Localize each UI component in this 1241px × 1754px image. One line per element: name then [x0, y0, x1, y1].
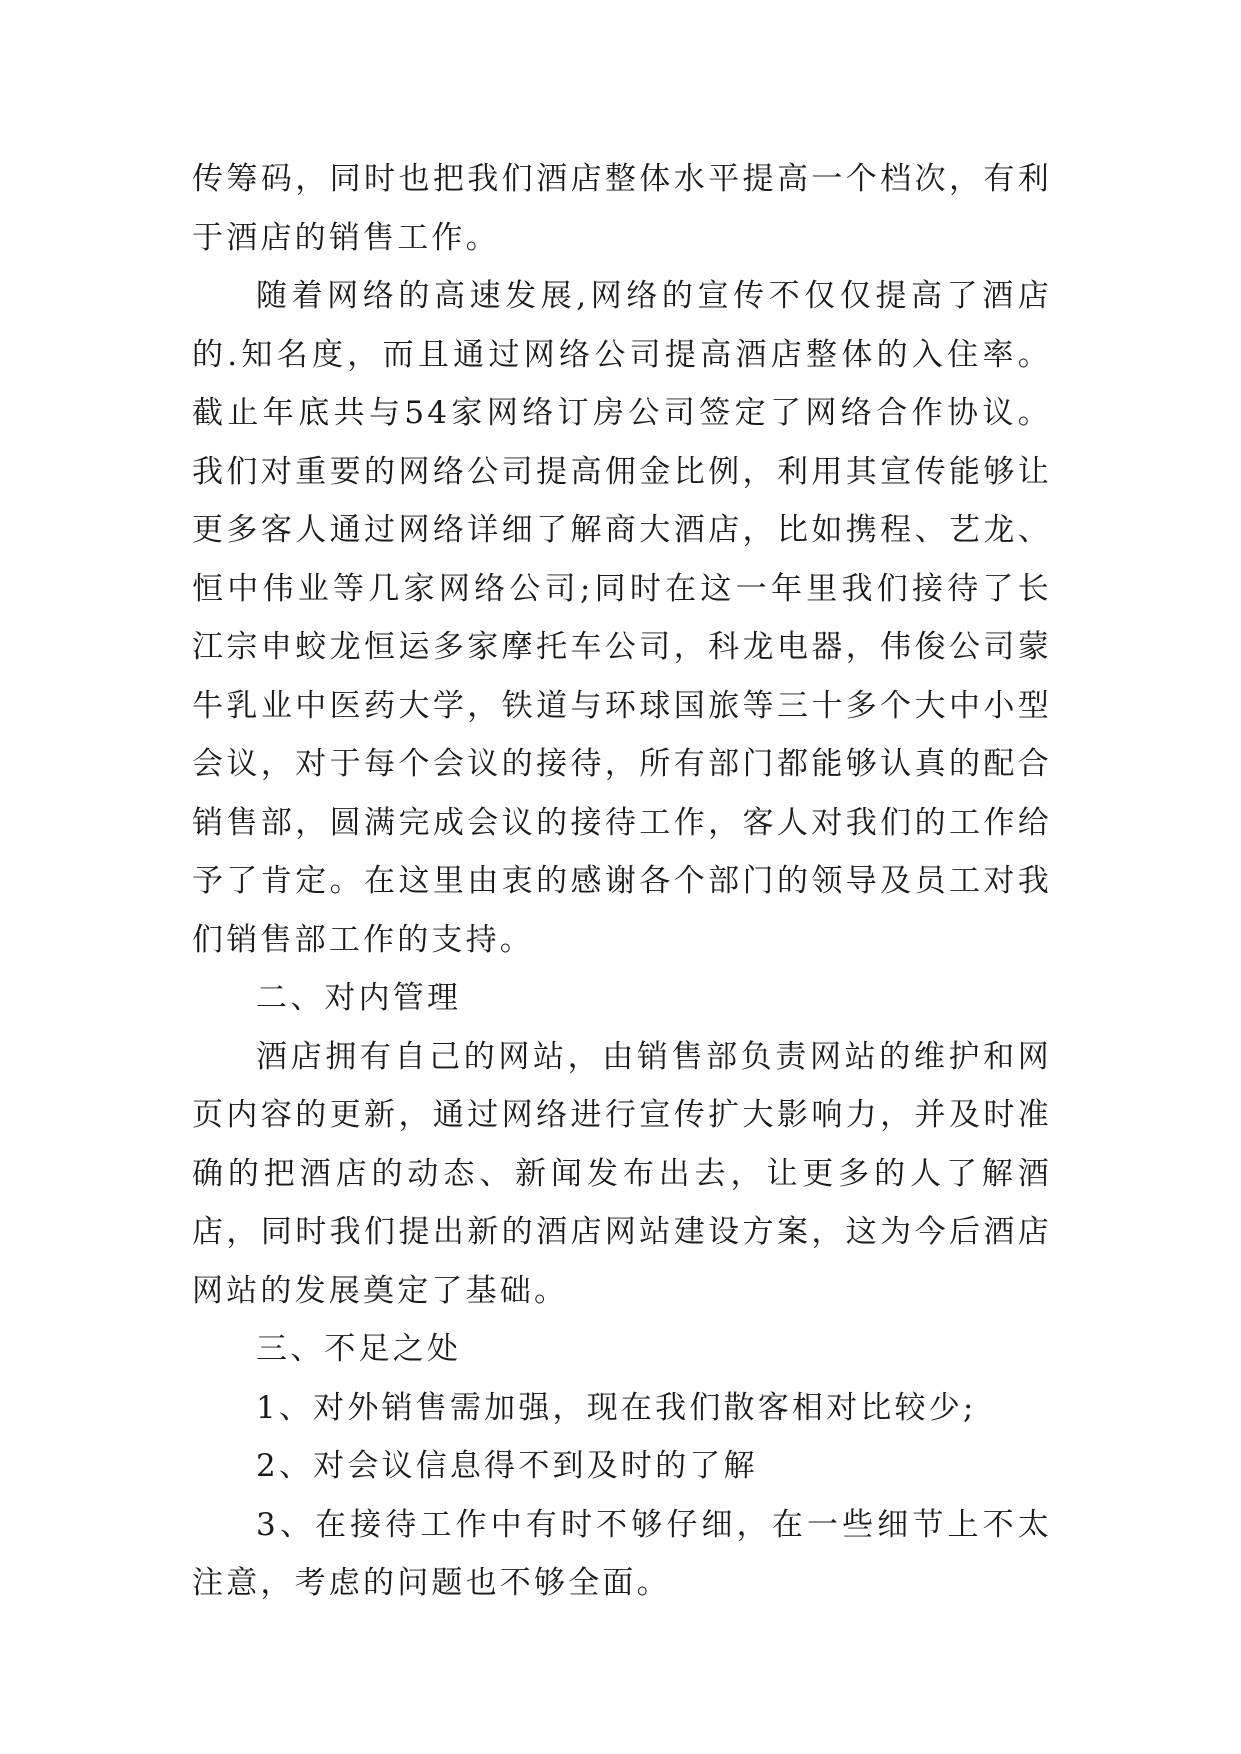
list-item-2: 2、对会议信息得不到及时的了解: [256, 1448, 758, 1484]
paragraph-website: 酒店拥有自己的网站，由销售部负责网站的维护和网页内容的更新，通过网络进行宣传扩大影响力，并及时准确的把酒店的动态、新闻发布出去，让更多的人了解酒店，同时我们提出新的酒店网站建设方案，这为今后酒店网站的发展奠定了基础。: [192, 1038, 1052, 1309]
section-heading-shortcomings: 三、不足之处: [256, 1331, 462, 1367]
list-item-3: 3、在接待工作中有时不够仔细，在一些细节上不太注意，考虑的问题也不够全面。: [192, 1506, 1052, 1601]
section-heading-internal-management: 二、对内管理: [256, 980, 462, 1016]
document-body: [192, 150, 1052, 1613]
list-item-1: 1、对外销售需加强，现在我们散客相对比较少;: [256, 1389, 977, 1426]
paragraph-network-promotion: 随着网络的高速发展,网络的宣传不仅仅提高了酒店的.知名度，而且通过网络公司提高酒店整体的入住率。截止年底共与54家网络订房公司签定了网络合作协议。我们对重要的网络公司提高佣金比例，利用其宣传能够让更多客人通过网络详细了解商大酒店，比如携程、艺龙、恒中伟业等几家网络公司;同时在这一年里我们接待了长江宗申蛟龙恒运多家摩托车公司，科龙电器，伟俊公司蒙牛乳业中医药大学，铁道与环球国旅等三十多个大中小型会议，对于每个会议的接待，所有部门都能够认真的配合销售部，圆满完成会议的接待工作，客人对我们的工作给予了肯定。在这里由衷的感谢各个部门的领导及员工对我们销售部工作的支持。: [192, 278, 1052, 958]
paragraph-continuation: 传筹码，同时也把我们酒店整体水平提高一个档次，有利于酒店的销售工作。: [192, 161, 1052, 256]
